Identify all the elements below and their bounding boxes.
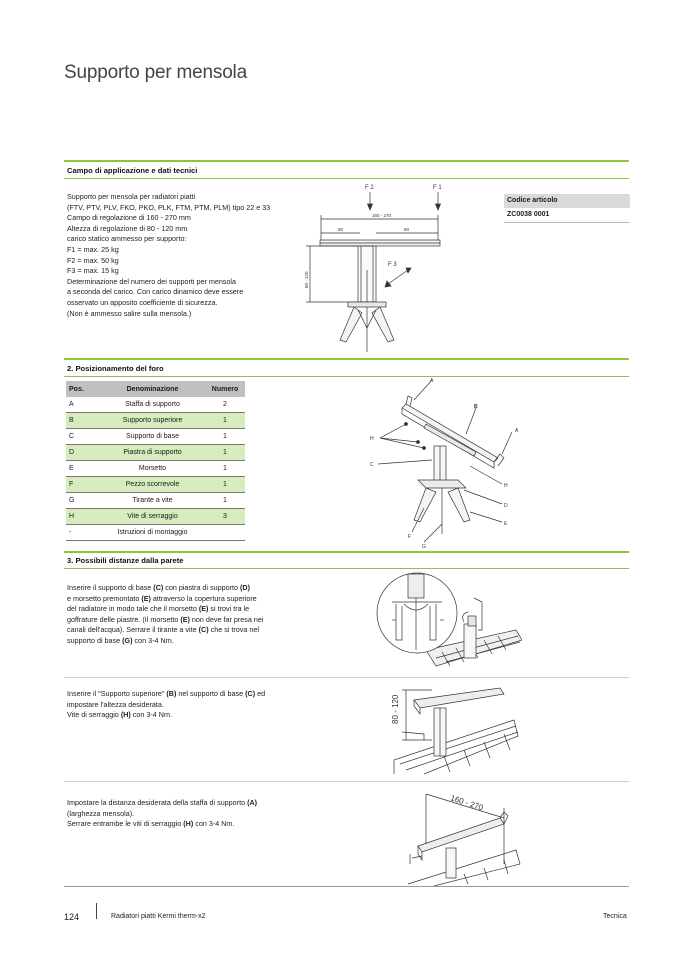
table-cell: E xyxy=(66,461,100,477)
label-a-top: A xyxy=(430,378,434,384)
section1-line: (FTV, PTV, PLV, FKO, PKO, PLK, FTM, PTM, PLM) tipo 22 e 33 xyxy=(67,202,271,212)
section3-heading: 3. Possibili distanze dalla parete xyxy=(67,556,184,565)
left-dimension-label: 80 xyxy=(338,227,344,232)
table-cell: 1 xyxy=(205,461,245,477)
section1-text xyxy=(67,192,270,319)
table-cell xyxy=(205,525,245,541)
step2-line: Inserire il "Supporto superiore" (B) nel supporto di base (C) ed xyxy=(67,689,266,698)
section1-line: (Non è ammesso salire sulla mensola.) xyxy=(67,308,192,318)
table-cell: Morsetto xyxy=(100,461,205,477)
force-f2-label: F 2 xyxy=(365,185,374,191)
label-d: D xyxy=(504,503,508,509)
section1-line: F2 = max. 50 kg xyxy=(67,255,119,265)
column-header-numero: Numero xyxy=(205,381,245,397)
label-b: B xyxy=(474,404,478,410)
table-cell: Vite di serraggio xyxy=(100,509,205,525)
table-cell: Supporto superiore xyxy=(100,413,205,429)
width-dimension-label: 160 - 270 xyxy=(372,213,392,218)
table-cell: A xyxy=(66,397,100,413)
table-cell: H xyxy=(66,509,100,525)
step1-line: supporto di base (G) con 3-4 Nm. xyxy=(67,635,174,645)
section3-bottom-rule xyxy=(64,568,629,569)
table-cell: F xyxy=(66,477,100,493)
table-cell: Staffa di supporto xyxy=(100,397,205,413)
step1-line: del radiatore in modo tale che il morsetto (E) si trovi tra le xyxy=(67,604,250,614)
table-cell: Tirante a vite xyxy=(100,493,205,509)
page-number: 124 xyxy=(64,912,80,922)
table-row xyxy=(66,509,245,525)
step1-line: canali dell'acqua). Serrare il tirante a vite (C) che si trova nel xyxy=(67,625,259,635)
step1-line: Inserire il supporto di base (C) con piastra di supporto (D) xyxy=(67,583,250,592)
step1-line: goffrature delle piastre. (Il morsetto (E) non deve far presa nei xyxy=(67,614,264,624)
label-f: F xyxy=(408,534,412,540)
section1-line: carico statico ammesso per supporto: xyxy=(67,234,187,244)
table-cell: 3 xyxy=(205,509,245,525)
table-row xyxy=(66,461,245,477)
support-dimension-drawing xyxy=(296,180,466,356)
table-row xyxy=(66,493,245,509)
label-c: C xyxy=(370,462,374,468)
table-cell: B xyxy=(66,413,100,429)
step3-width-adjust-drawing xyxy=(404,784,524,886)
step3-line: Serrare entrambe le viti di serraggio (H) con 3-4 Nm. xyxy=(67,819,235,829)
table-cell: 1 xyxy=(205,429,245,445)
page-title: Supporto per mensola xyxy=(64,62,247,83)
force-f1-label: F 1 xyxy=(433,185,442,191)
step3-width-label: 160 - 270 xyxy=(449,793,485,813)
table-row xyxy=(66,525,245,541)
section1-line: osservato un apposito coefficiente di sicurezza. xyxy=(67,297,218,307)
label-a-right: A xyxy=(515,428,519,434)
footer-section: Tecnica xyxy=(603,913,627,920)
step2-text xyxy=(67,689,265,721)
footer-divider xyxy=(96,903,97,919)
table-cell: - xyxy=(66,525,100,541)
table-cell: 1 xyxy=(205,413,245,429)
table-cell: Pezzo scorrevole xyxy=(100,477,205,493)
section1-line: F3 = max. 15 kg xyxy=(67,266,119,276)
step1-text xyxy=(67,583,263,647)
label-e: E xyxy=(504,521,508,527)
exploded-assembly-drawing xyxy=(366,374,530,550)
step2-height-adjust-drawing xyxy=(384,680,524,776)
parts-table xyxy=(66,381,245,541)
section1-heading: Campo di applicazione e dati tecnici xyxy=(67,166,198,175)
step3-line: (larghezza mensola). xyxy=(67,808,135,818)
step3-text xyxy=(67,798,257,830)
section1-line: Altezza di regolazione di 80 - 120 mm xyxy=(67,223,188,233)
table-cell: Istruzioni di montaggio xyxy=(100,525,205,541)
table-cell: 2 xyxy=(205,397,245,413)
step1-line: e morsetto premontato (E) attraverso la copertura superiore xyxy=(67,593,257,603)
table-cell: Supporto di base xyxy=(100,429,205,445)
article-code-value: ZC0038 0001 xyxy=(504,208,630,223)
section1-line: Supporto per mensola per radiatori piatti xyxy=(67,192,196,201)
section1-bottom-rule xyxy=(64,178,629,179)
table-cell: Piastra di supporto xyxy=(100,445,205,461)
table-row xyxy=(66,429,245,445)
height-dimension-label: 80 - 120 xyxy=(304,271,309,288)
label-h-right: H xyxy=(504,483,508,489)
table-row xyxy=(66,477,245,493)
step-separator xyxy=(64,677,629,678)
section2-bottom-rule xyxy=(64,376,629,377)
table-row xyxy=(66,413,245,429)
table-cell: C xyxy=(66,429,100,445)
table-cell: D xyxy=(66,445,100,461)
section1-line: Campo di regolazione di 160 - 270 mm xyxy=(67,213,191,223)
section1-top-rule xyxy=(64,160,629,162)
right-dimension-label: 80 xyxy=(404,227,410,232)
label-g: G xyxy=(422,544,426,550)
table-row xyxy=(66,445,245,461)
step-separator xyxy=(64,781,629,782)
step1-mounting-drawing xyxy=(376,570,522,676)
table-cell: 1 xyxy=(205,445,245,461)
step2-line: Vite di serraggio (H) con 3-4 Nm. xyxy=(67,710,172,720)
footer-rule xyxy=(64,886,629,887)
label-h-left: H xyxy=(370,436,374,442)
section1-line: a seconda del carico. Con carico dinamico deve essere xyxy=(67,287,244,297)
step2-height-label: 80 - 120 xyxy=(391,694,400,724)
article-code-label: Codice articolo xyxy=(504,194,630,208)
article-code-box xyxy=(504,194,630,223)
table-cell: G xyxy=(66,493,100,509)
step2-line: impostare l'altezza desiderata. xyxy=(67,699,164,709)
column-header-denominazione: Denominazione xyxy=(100,381,205,397)
footer-title: Radiatori piatti Kermi therm-x2 xyxy=(111,913,206,920)
column-header-pos: Pos. xyxy=(66,381,100,397)
section1-line: Determinazione del numero dei supporti per mensola xyxy=(67,276,236,286)
force-f3-label: F 3 xyxy=(388,262,397,268)
section1-line: F1 = max. 25 kg xyxy=(67,244,119,254)
section3-top-rule xyxy=(64,551,629,553)
section2-heading: 2. Posizionamento del foro xyxy=(67,364,164,373)
step3-line: Impostare la distanza desiderata della staffa di supporto (A) xyxy=(67,798,258,807)
table-cell: 1 xyxy=(205,493,245,509)
table-row xyxy=(66,397,245,413)
table-cell: 1 xyxy=(205,477,245,493)
section2-top-rule xyxy=(64,358,629,360)
